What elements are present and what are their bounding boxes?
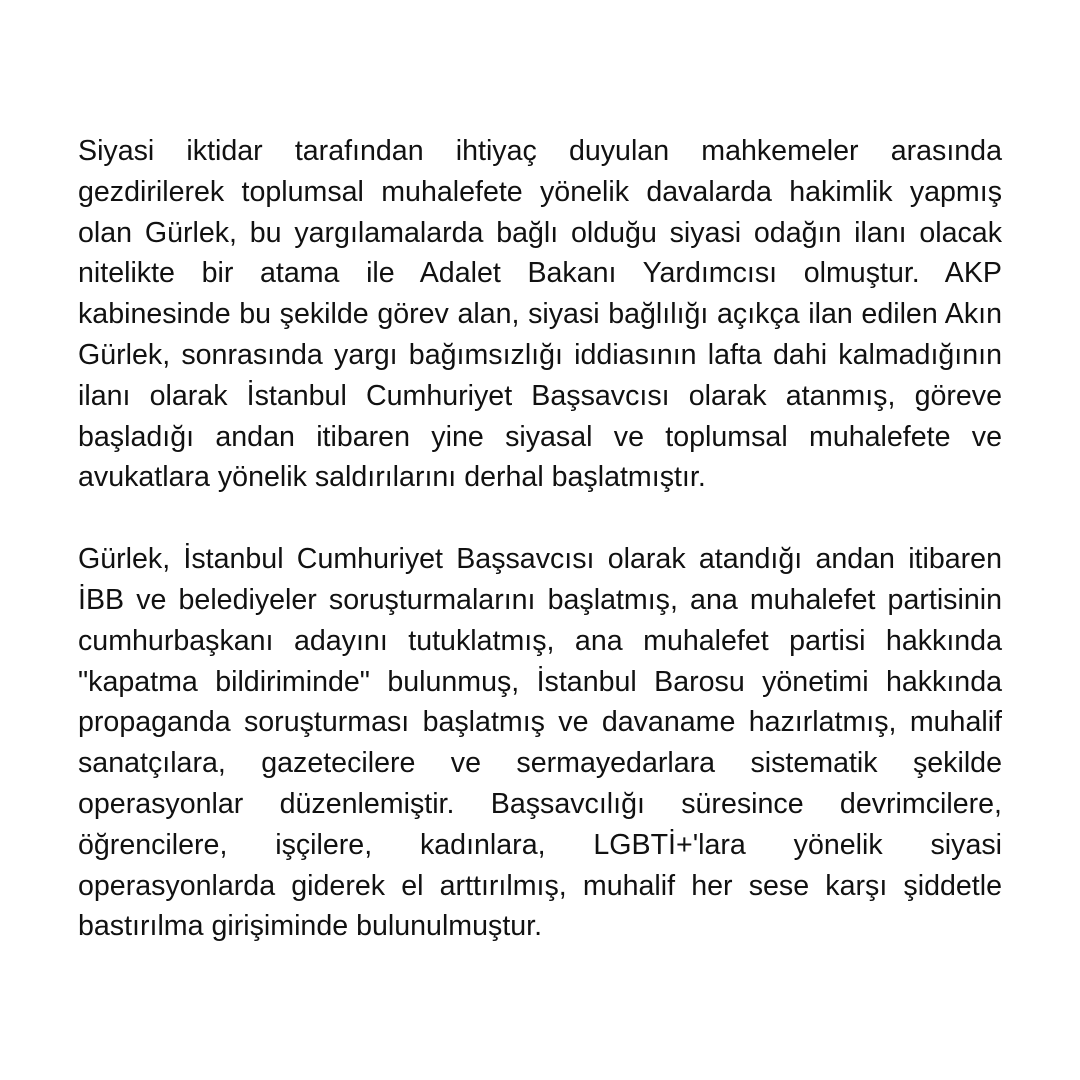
paragraph-2: Gürlek, İstanbul Cumhuriyet Başsavcısı olarak atandığı andan itibaren İBB ve belediyeler soruşturmalarını başlatmış, ana muhalefet partisinin cumhurbaşkanı adayını tutuklatmış, ana muhalefet partisi hakkında "kapatma bildiriminde" bulunmuş, İstanbul Barosu yönetimi hakkında propaganda soruşturması başlatmış ve davaname hazırlatmış, muhalif sanatçılara, gazetecilere ve sermayedarlara sistematik şekilde operasyonlar düzenlemiştir. Başsavcılığı süresince devrimcilere, öğrencilere, işçilere, kadınlara, LGBTİ+'lara yönelik siyasi operasyonlarda giderek el arttırılmış, muhalif her sese karşı şiddetle bastırılma girişiminde bulunulmuştur. xyxy=(78,543,1002,943)
document-body xyxy=(78,131,1002,947)
paragraph-1: Siyasi iktidar tarafından ihtiyaç duyulan mahkemeler arasında gezdirilerek toplumsal muhalefete yönelik davalarda hakimlik yapmış olan Gürlek, bu yargılamalarda bağlı olduğu siyasi odağın ilanı olacak nitelikte bir atama ile Adalet Bakanı Yardımcısı olmuştur. AKP kabinesinde bu şekilde görev alan, siyasi bağlılığı açıkça ilan edilen Akın Gürlek, sonrasında yargı bağımsızlığı iddiasının lafta dahi kalmadığının ilanı olarak İstanbul Cumhuriyet Başsavcısı olarak atanmış, göreve başladığı andan itibaren yine siyasal ve toplumsal muhalefete ve avukatlara yönelik saldırılarını derhal başlatmıştır. xyxy=(78,135,1002,494)
